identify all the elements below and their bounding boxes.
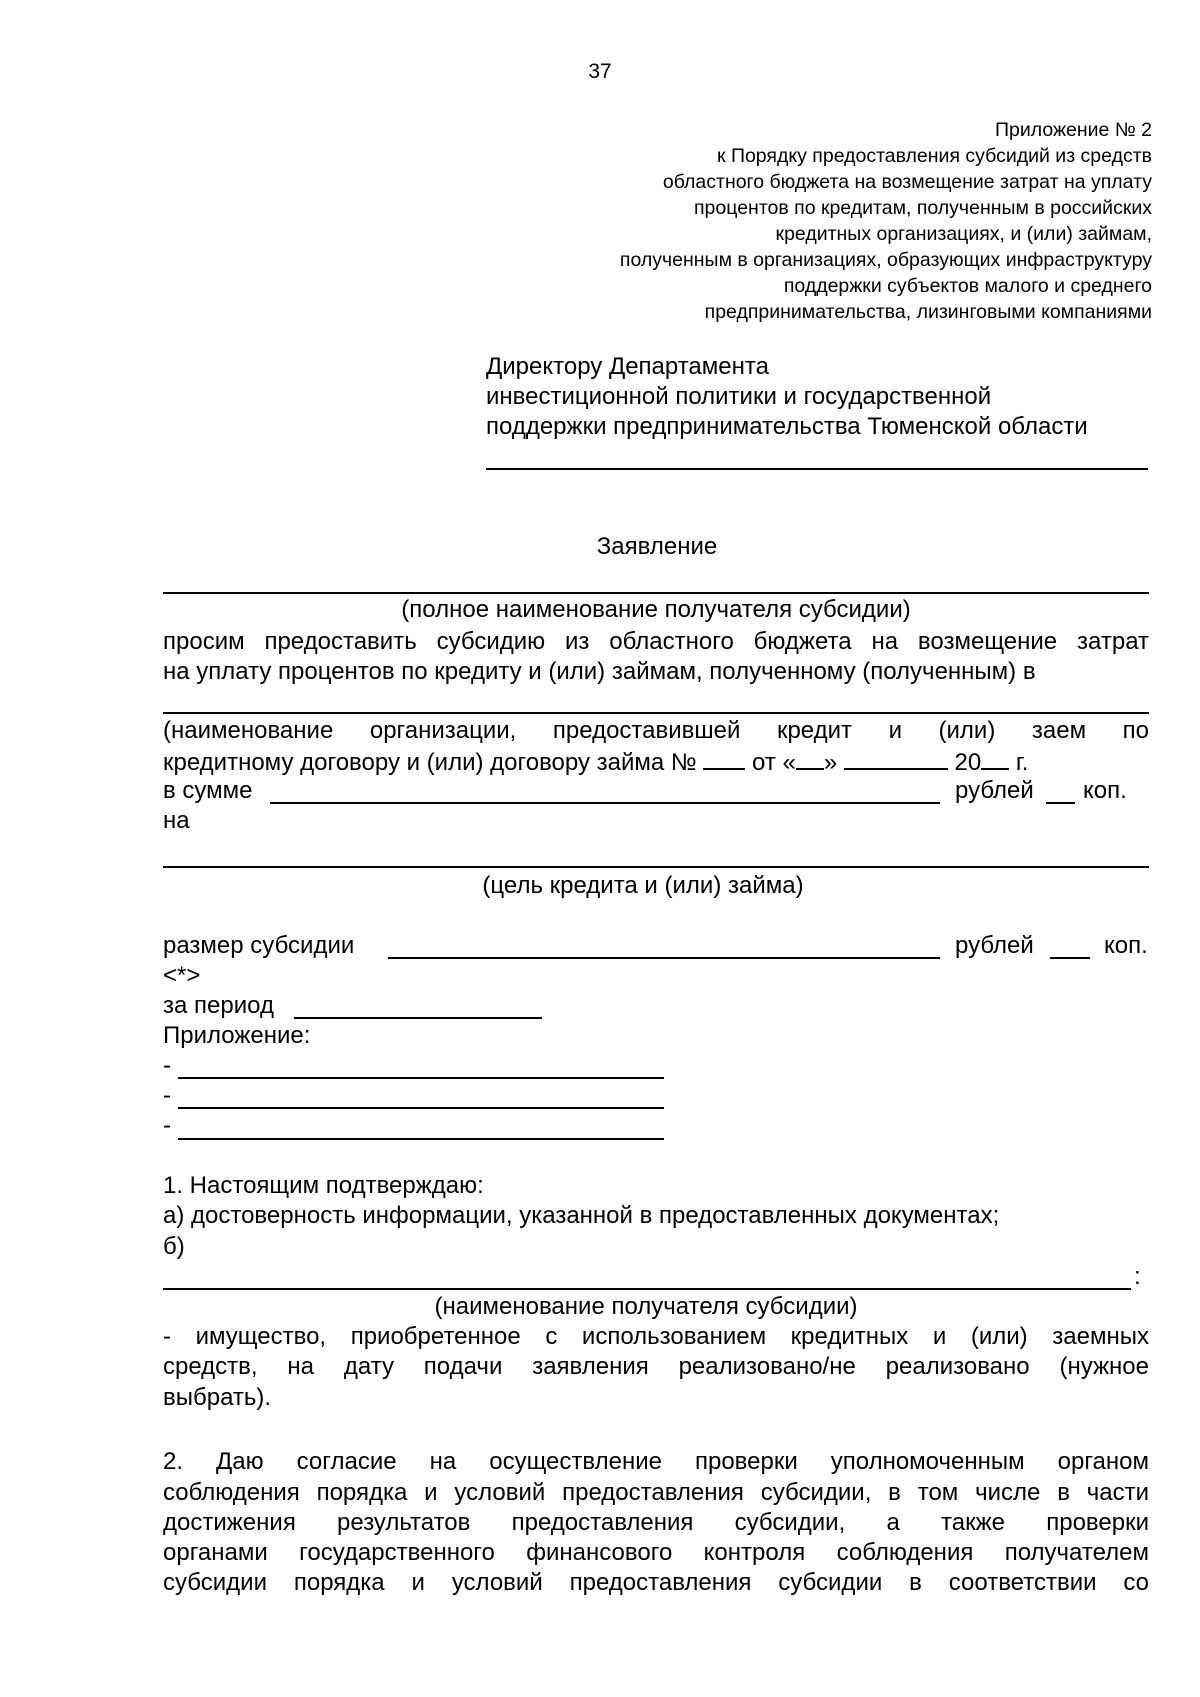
property-line-2: средств, на дату подачи заявления реализовано/не реализовано (нужное <box>163 1353 1149 1380</box>
appendix-line: Приложение № 2 <box>995 119 1152 141</box>
property-line-3: выбрать). <box>163 1384 272 1411</box>
sum-label: в сумме <box>163 777 253 804</box>
appendix-line: кредитных организациях, и (или) займам, <box>775 223 1152 245</box>
confirm-recipient-line[interactable] <box>163 1288 1131 1290</box>
appendix-line: областного бюджета на возмещение затрат на уплату <box>662 171 1152 193</box>
sum-rub-label: рублей <box>955 777 1034 804</box>
appendix-header <box>620 117 1152 325</box>
page-number: 37 <box>588 60 612 83</box>
contract-number-field[interactable] <box>703 746 745 770</box>
addressee-block <box>486 352 1088 442</box>
confirm-item-b: б) <box>163 1233 185 1260</box>
attachment-field-2[interactable] <box>178 1107 664 1109</box>
contract-line <box>163 746 1028 778</box>
appendix-line: поддержки субъектов малого и среднего <box>783 275 1152 297</box>
caption-word: по <box>1122 717 1149 744</box>
recipient-caption: (полное наименование получателя субсидии) <box>401 596 911 623</box>
organization-line[interactable] <box>163 712 1149 714</box>
consent-line-4: органами государственного финансового контроля соблюдения получателем <box>163 1539 1149 1566</box>
caption-word: (или) <box>938 717 996 744</box>
caption-word: организации, <box>369 717 517 744</box>
period-field[interactable] <box>294 1017 542 1019</box>
consent-line-2: соблюдения порядка и условий предоставления субсидии, в том числе в части <box>163 1479 1149 1506</box>
contract-month-field[interactable] <box>844 746 948 770</box>
contract-from: от « <box>752 749 796 776</box>
sum-kop-label: коп. <box>1083 777 1127 804</box>
consent-line-1: 2. Даю согласие на осуществление проверки уполномоченным органом <box>163 1448 1149 1475</box>
addressee-line-2: инвестиционной политики и государственной <box>486 383 992 410</box>
addressee-signature-line[interactable] <box>486 468 1148 470</box>
confirm-heading: 1. Настоящим подтверждаю: <box>163 1172 484 1199</box>
confirm-item-a: а) достоверность информации, указанной в предоставленных документах; <box>163 1202 1000 1229</box>
property-line-1: - имущество, приобретенное с использованием кредитных и (или) заемных <box>163 1323 1149 1350</box>
contract-year-suffix: г. <box>1015 749 1029 776</box>
caption-word: заем <box>1031 717 1087 744</box>
na-label: на <box>163 807 190 834</box>
attachment-dash: - <box>163 1082 171 1109</box>
attachment-field-3[interactable] <box>178 1138 664 1140</box>
appendix-line: к Порядку предоставления субсидий из средств <box>717 145 1152 167</box>
document-title: Заявление <box>596 533 718 560</box>
appendix-line: предпринимательства, лизинговыми компаниями <box>704 301 1152 323</box>
confirm-colon: : <box>1134 1263 1141 1290</box>
request-line-2: на уплату процентов по кредиту и (или) займам, полученному (полученным) в <box>163 658 1036 685</box>
subsidy-label: размер субсидии <box>163 932 355 959</box>
sum-field[interactable] <box>270 802 940 804</box>
purpose-line[interactable] <box>163 866 1149 868</box>
subsidy-amount-field[interactable] <box>388 957 940 959</box>
caption-word: предоставившей <box>552 717 741 744</box>
caption-word: (наименование <box>163 717 334 744</box>
contract-year-prefix: 20 <box>954 749 982 776</box>
contract-year-field[interactable] <box>981 746 1009 770</box>
subsidy-kop-label: коп. <box>1104 932 1148 959</box>
attachment-dash: - <box>163 1112 171 1139</box>
caption-word: и <box>888 717 902 744</box>
attachment-field-1[interactable] <box>178 1077 664 1079</box>
attachment-label: Приложение: <box>163 1022 311 1049</box>
request-line-1: просим предоставить субсидию из областного бюджета на возмещение затрат <box>163 628 1149 655</box>
subsidy-kop-field[interactable] <box>1050 957 1090 959</box>
consent-line-5: субсидии порядка и условий предоставления субсидии в соответствии со <box>163 1569 1149 1596</box>
appendix-line: процентов по кредитам, полученным в российских <box>694 197 1152 219</box>
subsidy-rub-label: рублей <box>955 932 1034 959</box>
attachment-dash: - <box>163 1052 171 1079</box>
purpose-caption: (цель кредита и (или) займа) <box>482 872 804 899</box>
appendix-line: полученным в организациях, образующих инфраструктуру <box>619 249 1152 271</box>
addressee-line-1: Директору Департамента <box>486 353 769 380</box>
sum-kop-field[interactable] <box>1046 802 1075 804</box>
contract-day-field[interactable] <box>796 746 824 770</box>
confirm-recipient-caption: (наименование получателя субсидии) <box>434 1293 858 1320</box>
contract-text: кредитному договору и (или) договору займа № <box>163 749 697 776</box>
footnote-mark: <*> <box>163 962 201 989</box>
period-label: за период <box>163 992 274 1019</box>
recipient-name-line[interactable] <box>163 592 1149 594</box>
contract-close-quote: » <box>823 749 838 776</box>
caption-word: кредит <box>776 717 853 744</box>
addressee-line-3: поддержки предпринимательства Тюменской области <box>486 413 1088 440</box>
consent-line-3: достижения результатов предоставления субсидии, а также проверки <box>163 1509 1149 1536</box>
organization-caption <box>163 716 1149 746</box>
